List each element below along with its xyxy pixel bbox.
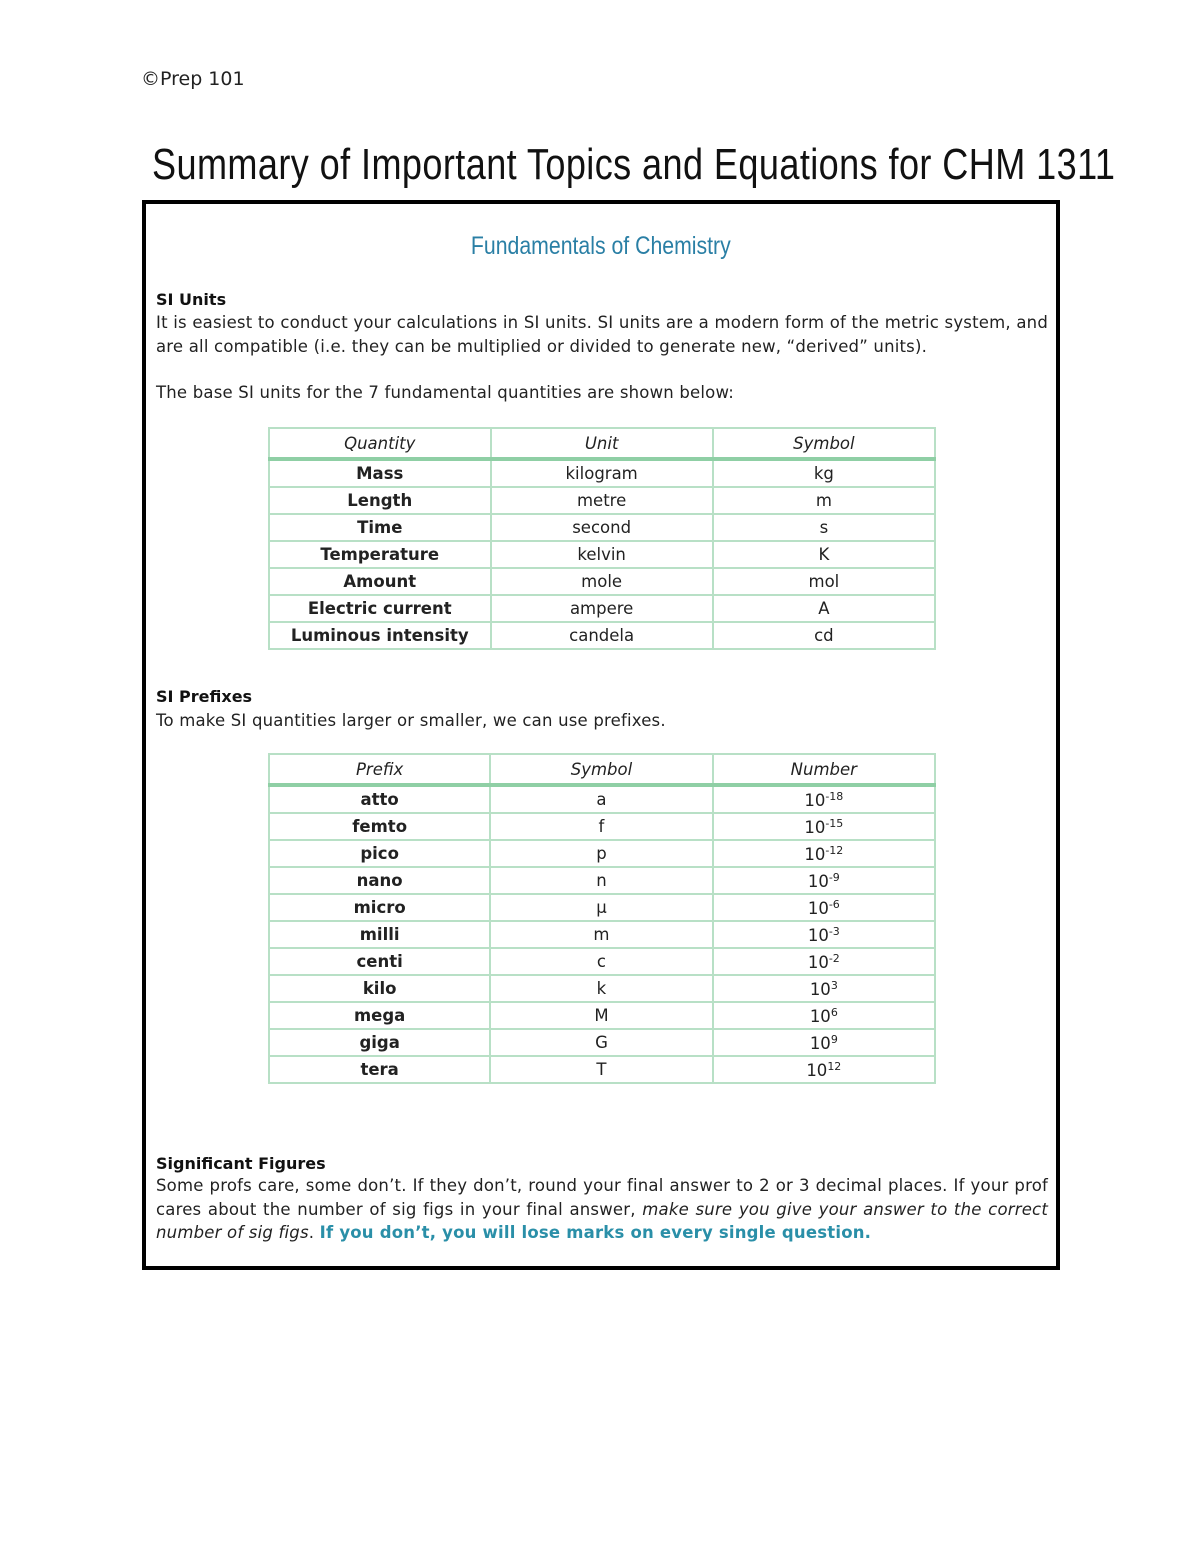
table-cell: m bbox=[713, 487, 935, 514]
exponent: -6 bbox=[828, 897, 840, 911]
table-cell: mega bbox=[269, 1002, 490, 1029]
table-cell: nano bbox=[269, 867, 490, 894]
table-cell: $10^{-12}$ bbox=[713, 840, 935, 867]
table-row bbox=[269, 568, 935, 595]
table-cell: giga bbox=[269, 1029, 490, 1056]
table-row bbox=[269, 541, 935, 568]
table-cell: $10^{-3}$ bbox=[713, 921, 935, 948]
table-cell: kg bbox=[713, 459, 935, 487]
table-cell: μ bbox=[490, 894, 712, 921]
table-cell: ampere bbox=[491, 595, 713, 622]
table-cell: $10^6$ bbox=[713, 1002, 935, 1029]
summary-box bbox=[142, 200, 1060, 1270]
table-row bbox=[269, 975, 935, 1002]
section-title bbox=[146, 232, 1056, 261]
exponent: 6 bbox=[830, 1005, 838, 1019]
si-units-heading: SI Units bbox=[156, 290, 227, 309]
column-header: Quantity bbox=[269, 428, 491, 459]
table-cell: cd bbox=[713, 622, 935, 649]
table-cell: m bbox=[490, 921, 712, 948]
table-cell: $10^9$ bbox=[713, 1029, 935, 1056]
table-row bbox=[269, 921, 935, 948]
table-cell: mole bbox=[491, 568, 713, 595]
table-cell: A bbox=[713, 595, 935, 622]
table-row bbox=[269, 1002, 935, 1029]
table-cell: k bbox=[490, 975, 712, 1002]
table-cell: T bbox=[490, 1056, 712, 1083]
table-row bbox=[269, 622, 935, 649]
sig-figs-paragraph bbox=[156, 1174, 1048, 1245]
table-cell: tera bbox=[269, 1056, 490, 1083]
table-cell: $10^{-15}$ bbox=[713, 813, 935, 840]
table-cell: M bbox=[490, 1002, 712, 1029]
table-cell: K bbox=[713, 541, 935, 568]
table-cell: second bbox=[491, 514, 713, 541]
column-header: Symbol bbox=[713, 428, 935, 459]
table-cell: f bbox=[490, 813, 712, 840]
table-cell: Mass bbox=[269, 459, 491, 487]
table-cell: Time bbox=[269, 514, 491, 541]
si-prefixes-table bbox=[268, 753, 936, 1084]
table-cell: Electric current bbox=[269, 595, 491, 622]
si-prefixes-heading: SI Prefixes bbox=[156, 687, 253, 706]
exponent: 12 bbox=[827, 1059, 842, 1073]
sig-figs-period: . bbox=[308, 1223, 320, 1242]
table-cell: mol bbox=[713, 568, 935, 595]
table-cell: candela bbox=[491, 622, 713, 649]
table-row bbox=[269, 595, 935, 622]
sig-figs-heading: Significant Figures bbox=[156, 1154, 326, 1173]
table-cell: kilo bbox=[269, 975, 490, 1002]
table-cell: $10^{-2}$ bbox=[713, 948, 935, 975]
column-header: Symbol bbox=[490, 754, 712, 785]
table-cell: a bbox=[490, 785, 712, 813]
table-row bbox=[269, 1029, 935, 1056]
table-row bbox=[269, 487, 935, 514]
si-units-intro: The base SI units for the 7 fundamental quantities are shown below: bbox=[156, 383, 735, 402]
table-cell: micro bbox=[269, 894, 490, 921]
table-cell: $10^{-9}$ bbox=[713, 867, 935, 894]
table-row bbox=[269, 948, 935, 975]
table-row bbox=[269, 867, 935, 894]
table-cell: $10^{-6}$ bbox=[713, 894, 935, 921]
si-units-paragraph: It is easiest to conduct your calculations in SI units. SI units are a modern form of the metric system, and are all compatible (i.e. they can be multiplied or divided to generate new, “derived” units). bbox=[156, 313, 1048, 356]
exponent: 3 bbox=[830, 978, 838, 992]
si-units-table bbox=[268, 427, 936, 650]
table-cell: milli bbox=[269, 921, 490, 948]
table-cell: atto bbox=[269, 785, 490, 813]
sig-figs-text: Some profs care, some don’t. If they don’t, round your final answer to 2 or 3 decimal places. If your prof cares about the number of sig figs in your final answer, bbox=[156, 1176, 1048, 1219]
si-prefixes-paragraph: To make SI quantities larger or smaller, we can use prefixes. bbox=[156, 711, 666, 730]
section-title-text: Fundamentals of Chemistry bbox=[471, 232, 731, 260]
table-cell: Temperature bbox=[269, 541, 491, 568]
table-cell: s bbox=[713, 514, 935, 541]
table-cell: Length bbox=[269, 487, 491, 514]
column-header: Number bbox=[713, 754, 935, 785]
table-row bbox=[269, 840, 935, 867]
table-cell: Amount bbox=[269, 568, 491, 595]
table-cell: $10^3$ bbox=[713, 975, 935, 1002]
exponent: -12 bbox=[825, 843, 844, 857]
exponent: -9 bbox=[828, 870, 840, 884]
exponent: -18 bbox=[825, 789, 844, 803]
table-cell: kelvin bbox=[491, 541, 713, 568]
column-header: Unit bbox=[491, 428, 713, 459]
exponent: 9 bbox=[830, 1032, 838, 1046]
table-cell: Luminous intensity bbox=[269, 622, 491, 649]
sig-figs-warning: If you don’t, you will lose marks on every single question. bbox=[319, 1223, 872, 1242]
sig-figs-italic: make sure you give your answer to the correct number of sig figs bbox=[156, 1199, 1048, 1242]
page-title: Summary of Important Topics and Equations for CHM 1311 bbox=[152, 140, 1116, 189]
exponent: -15 bbox=[825, 816, 844, 830]
table-cell: femto bbox=[269, 813, 490, 840]
table-cell: $10^{12}$ bbox=[713, 1056, 935, 1083]
table-cell: metre bbox=[491, 487, 713, 514]
column-header: Prefix bbox=[269, 754, 490, 785]
table-cell: centi bbox=[269, 948, 490, 975]
table-row bbox=[269, 894, 935, 921]
table-header-row bbox=[269, 754, 935, 785]
table-cell: G bbox=[490, 1029, 712, 1056]
table-row bbox=[269, 459, 935, 487]
table-row bbox=[269, 1056, 935, 1083]
table-row bbox=[269, 514, 935, 541]
table-header-row bbox=[269, 428, 935, 459]
table-cell: c bbox=[490, 948, 712, 975]
table-cell: $10^{-18}$ bbox=[713, 785, 935, 813]
table-cell: kilogram bbox=[491, 459, 713, 487]
table-cell: n bbox=[490, 867, 712, 894]
exponent: -3 bbox=[828, 924, 840, 938]
table-row bbox=[269, 785, 935, 813]
table-cell: pico bbox=[269, 840, 490, 867]
exponent: -2 bbox=[828, 951, 840, 965]
table-row bbox=[269, 813, 935, 840]
table-cell: p bbox=[490, 840, 712, 867]
copyright-text: ©Prep 101 bbox=[141, 68, 245, 90]
